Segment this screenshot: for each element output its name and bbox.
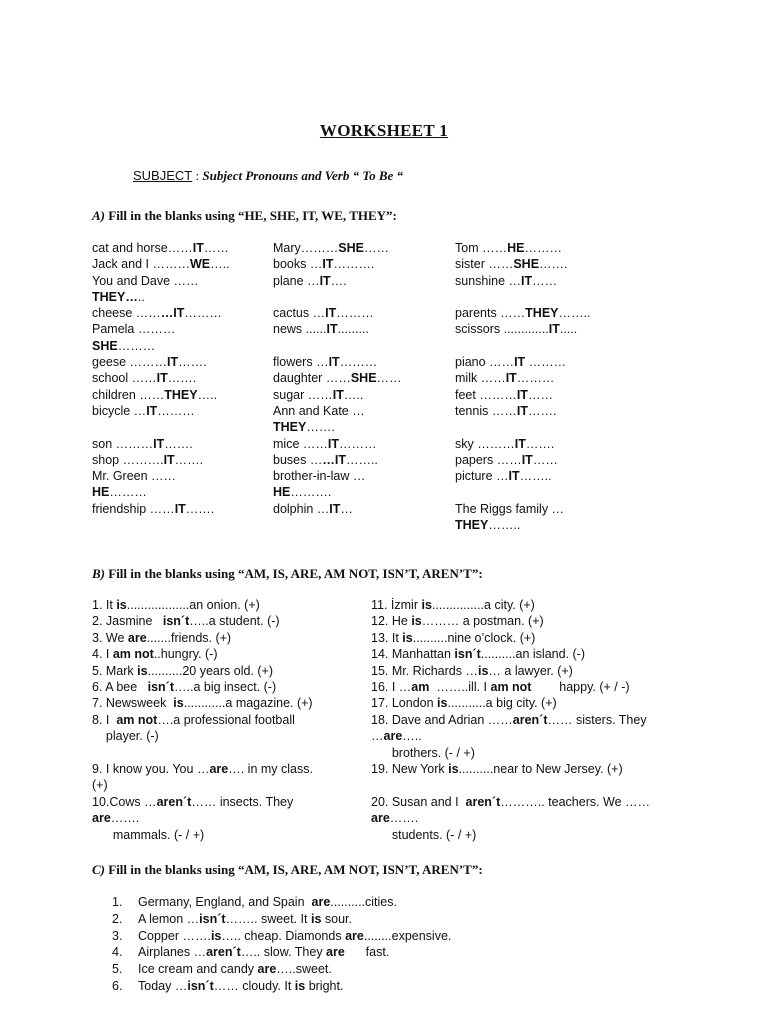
section-a-heading <box>92 208 397 224</box>
section-a-col3-item: The Riggs family … THEY…….. <box>455 501 565 533</box>
subject-line: SUBJECT : Subject Pronouns and Verb “ To Be “ <box>133 168 404 183</box>
section-c-item <box>112 978 451 995</box>
section-a-col2-item: sugar ……IT….. <box>273 387 364 402</box>
section-a-col3-item: piano ……IT ……… <box>455 355 567 370</box>
section-c-item-text: Copper …….is….. cheap. Diamonds are........expensive. <box>138 928 452 943</box>
section-c-title: Fill in the blanks using “AM, IS, ARE, AM NOT, ISN’T, AREN’T”: <box>108 862 483 877</box>
section-b-left-item: 9. I know you. You …are…. in my class. (+) <box>92 762 313 793</box>
section-a-col2-item: books …IT………. <box>273 257 375 272</box>
section-c-item-number: 3. <box>112 928 123 943</box>
section-b-right-item: 17. London is...........a big city. (+) <box>371 696 557 711</box>
section-a-title: Fill in the blanks using “HE, SHE, IT, WE, THEY”: <box>108 208 397 223</box>
section-b-left-item: 8. I am not….a professional football player. (-) <box>92 712 295 744</box>
section-b-right-item: 13. It is..........nine o’clock. (+) <box>371 630 536 645</box>
section-a-col1-item: Jack and I ………WE….. <box>92 257 230 272</box>
section-a-col2-item: news ......IT......... <box>273 322 369 337</box>
section-b-letter: B) <box>92 566 105 581</box>
section-c-item <box>112 928 451 945</box>
section-c-item-number: 2. <box>112 911 123 926</box>
section-b-right-item: 11. İzmir is...............a city. (+) <box>371 598 535 612</box>
section-a-col3-item: feet ………IT…… <box>455 387 553 402</box>
section-b-right-item: 12. He is……… a postman. (+) <box>371 614 544 629</box>
section-c-heading <box>92 862 483 878</box>
section-c-item-number: 5. <box>112 962 123 977</box>
section-b-right-item: 18. Dave and Adrian ……aren´t…… sisters. They …are….. brothers. (- / +) <box>371 712 647 760</box>
section-a-col3-item: Tom ……HE……… <box>455 241 562 255</box>
section-a-col3-item: picture …IT…….. <box>455 469 552 484</box>
worksheet-title: WORKSHEET 1 <box>319 121 449 140</box>
section-a-col3-item: sister ……SHE……. <box>455 257 568 272</box>
section-b-left-item: 5. Mark is..........20 years old. (+) <box>92 663 273 678</box>
section-b-title: Fill in the blanks using “AM, IS, ARE, AM NOT, ISN’T, AREN’T”: <box>108 566 483 581</box>
section-b-right-item: 20. Susan and I aren´t……….. teachers. We …… are……. students. (- / +) <box>371 794 651 842</box>
section-a-col1-item: son ………IT……. <box>92 436 193 451</box>
section-a-col3-item: papers ……IT…… <box>455 452 558 467</box>
section-b-left-item: 2. Jasmine isn´t…..a student. (-) <box>92 614 280 629</box>
section-a-col1-item: Pamela ……… SHE……… <box>92 322 176 353</box>
section-c-item <box>112 894 451 911</box>
section-a-col2-item: flowers …IT……… <box>273 355 378 370</box>
section-b-right-item: 14. Manhattan isn´t..........an island. (-) <box>371 647 585 662</box>
section-c-item-text: Germany, England, and Spain are..........cities. <box>138 895 397 909</box>
section-c-item-number: 1. <box>112 895 123 909</box>
section-a-col3-item: sunshine …IT…… <box>455 273 558 288</box>
section-b-right-item: 16. I …am ……..ill. I am not happy. (+ / -) <box>371 680 630 695</box>
section-c-item-text: A lemon …isn´t…….. sweet. It is sour. <box>138 911 352 926</box>
section-a-col3-item: tennis ……IT……. <box>455 403 557 418</box>
section-c-letter: C) <box>92 862 105 877</box>
section-a-col2-item: Ann and Kate … THEY……. <box>273 403 365 435</box>
section-a-col1-item: school ……IT……. <box>92 371 197 386</box>
section-b-left-list <box>92 597 362 843</box>
section-a-col3-item: milk ……IT……… <box>455 371 555 386</box>
section-a-col3 <box>455 240 630 533</box>
section-b-left-item: 7. Newsweek is............a magazine. (+) <box>92 696 313 711</box>
section-b-right-item: 15. Mr. Richards …is… a lawyer. (+) <box>371 663 573 678</box>
section-a-col1-item: Mr. Green …… HE……… <box>92 469 177 500</box>
section-a-col2-item: brother-in-law … HE………. <box>273 469 366 500</box>
section-a-col3-item: sky ………IT……. <box>455 436 555 451</box>
section-c-item-text: Today …isn´t…… cloudy. It is bright. <box>138 978 344 993</box>
section-a-col1 <box>92 240 262 533</box>
section-a-col2-item: buses ……IT…….. <box>273 452 378 467</box>
section-b-left-item: 6. A bee isn´t…..a big insect. (-) <box>92 680 277 695</box>
subject-text: Subject Pronouns and Verb “ To Be “ <box>202 168 404 183</box>
section-a-col1-item: shop ……….IT……. <box>92 452 204 467</box>
section-c-list <box>112 894 451 995</box>
section-a-col1-item: children ……THEY….. <box>92 387 218 402</box>
section-c-item <box>112 911 451 928</box>
section-a-col2-item: cactus …IT……… <box>273 306 374 321</box>
section-a-col2-item: dolphin …IT… <box>273 501 353 516</box>
section-c-item-text: Airplanes …aren´t….. slow. They are fast. <box>138 945 390 960</box>
section-a-col1-item: cat and horse……IT…… <box>92 241 229 255</box>
section-c-item-text: Ice cream and candy are…..sweet. <box>138 962 332 977</box>
section-a-col2-item: Mary………SHE…… <box>273 241 389 255</box>
section-a-col3-item: parents ……THEY…….. <box>455 306 591 321</box>
subject-label: SUBJECT <box>133 168 193 183</box>
section-b-heading <box>92 566 483 582</box>
section-c-item-number: 4. <box>112 945 123 960</box>
section-a-col2-item: mice ……IT……… <box>273 436 377 451</box>
section-a-col1-item: cheese ………IT……… <box>92 306 222 321</box>
section-b-right-list <box>371 597 701 843</box>
section-a-col1-item: friendship ……IT……. <box>92 501 215 516</box>
section-a-col1-item: You and Dave …… THEY….. <box>92 273 199 304</box>
section-b-right-item: 19. New York is..........near to New Jersey. (+) <box>371 762 623 777</box>
section-c-item-number: 6. <box>112 978 123 993</box>
section-a-col3-item: scissors .............IT..... <box>455 322 578 337</box>
section-a-col1-item: geese ………IT……. <box>92 355 207 370</box>
section-a-col2 <box>273 240 448 533</box>
section-c-item <box>112 961 451 978</box>
section-a-col1-item: bicycle …IT……… <box>92 403 195 418</box>
section-a-col2-item: daughter ……SHE…… <box>273 371 402 386</box>
section-a-col2-item: plane …IT…. <box>273 273 347 288</box>
section-b-left-item: 3. We are.......friends. (+) <box>92 630 232 645</box>
section-b-left-item: 4. I am not..hungry. (-) <box>92 647 218 662</box>
section-b-left-item: 10.Cows …aren´t…… insects. They are……. mammals. (- / +) <box>92 794 294 842</box>
section-a-letter: A) <box>92 208 105 223</box>
section-c-item <box>112 944 451 961</box>
section-b-left-item: 1. It is..................an onion. (+) <box>92 598 260 612</box>
